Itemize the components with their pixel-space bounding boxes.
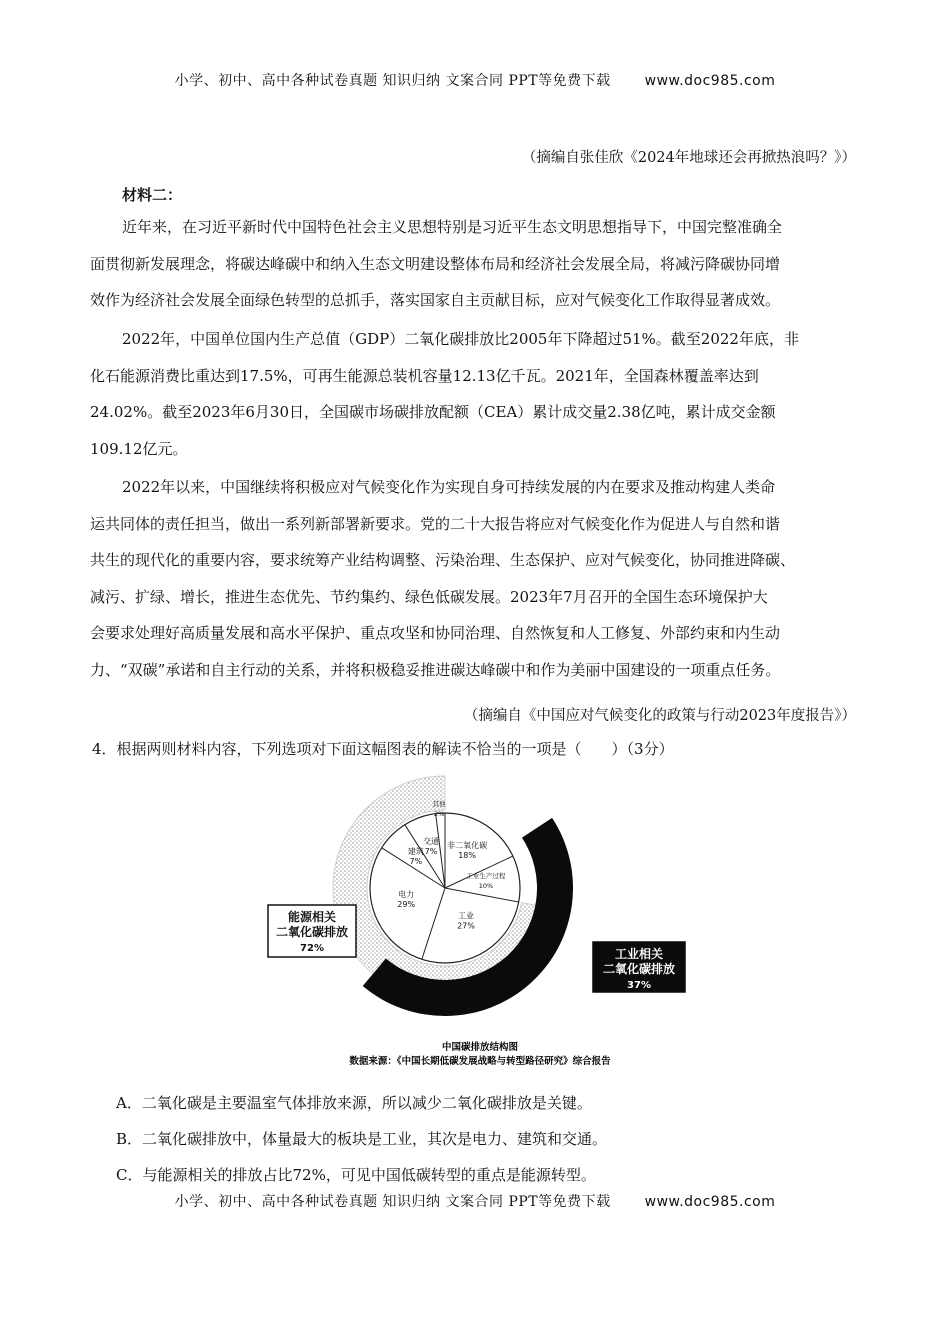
group-label-text: 能源相关 [287,910,337,924]
paragraph-line: 会要求处理好高质量发展和高水平保护、重点攻坚和协同治理、自然恢复和人工修复、外部约束和内生动 [90,624,781,642]
group-label-text: 二氧化碳排放 [602,962,676,976]
material-2-paragraph-2 [90,321,870,467]
header-site-link[interactable]: www.doc985.com [644,73,776,89]
group-label-text: 37% [627,980,651,991]
page-footer [0,1191,950,1211]
paragraph-line: 近年来，在习近平新时代中国特色社会主义思想特别是习近平生态文明思想指导下，中国完整准确全 [122,218,783,236]
carbon-emission-chart [260,770,700,1070]
footer-text: 小学、初中、高中各种试卷真题 知识归纳 文案合同 PPT等免费下载 [174,1194,611,1210]
group-label-text: 工业相关 [614,947,664,961]
material-2-heading: 材料二： [122,186,183,204]
paragraph-line: 109.12亿元。 [90,439,188,458]
pie-slice-label: 工业生产过程 10% [466,871,506,890]
option-label: A． [116,1094,142,1112]
paragraph-line: 24.02%。截至2023年6月30日，全国碳市场碳排放配额（CEA）累计成交量2.38亿吨，累计成交金额 [90,403,776,421]
paragraph-line: 运共同体的责任担当，做出一系列新部署新要求。党的二十大报告将应对气候变化作为促进人与自然和谐 [90,514,781,533]
option-a[interactable] [116,1092,592,1113]
group-label-text: 二氧化碳排放 [275,925,349,939]
option-text: 与能源相关的排放占比72%，可见中国低碳转型的重点是能源转型。 [142,1166,596,1184]
page-header [0,70,950,90]
option-text: 二氧化碳排放中，体量最大的板块是工业，其次是电力、建筑和交通。 [142,1130,608,1148]
paragraph-line: 减污、扩绿、增长，推进生态优先、节约集约、绿色低碳发展。2023年7月召开的全国生态环境保护大 [90,587,768,606]
pie-slice-label: 非二氧化碳 18% [447,841,488,861]
question-4-stem: 4．根据两则材料内容，下列选项对下面这幅图表的解读不恰当的一项是（ ）（3分） [92,740,674,758]
paragraph-line: 化石能源消费比重达到17.5%，可再生能源总装机容量12.13亿千瓦。2021年，全国森林覆盖率达到 [90,366,759,385]
pie-slice-label: 建筑 7% [407,846,424,866]
option-label: C． [116,1166,143,1184]
pie-slice-label: 其他 2% [432,800,446,818]
paragraph-line: 2022年以来，中国继续将积极应对气候变化作为实现自身可持续发展的内在要求及推动构建人类命 [122,478,776,496]
paragraph-line: 效作为经济社会发展全面绿色转型的总抓手，落实国家自主贡献目标，应对气候变化工作取得显著成效。 [90,291,781,309]
paragraph-line: 共生的现代化的重要内容，要求统筹产业结构调整、污染治理、生态保护、应对气候变化，协同推进降碳、 [90,551,796,569]
paragraph-line: 2022年，中国单位国内生产总值（GDP）二氧化碳排放比2005年下降超过51%。截至2022年底，非 [122,330,799,348]
pie-slice-label: 工业 27% [457,911,475,931]
header-text: 小学、初中、高中各种试卷真题 知识归纳 文案合同 PPT等免费下载 [174,73,611,89]
material-2-paragraph-1 [90,209,870,319]
pie-layer [370,813,520,963]
paragraph-line: 力、“双碳”承诺和自主行动的关系，并将积极稳妥推进碳达峰碳中和作为美丽中国建设的一项重点任务。 [90,660,781,679]
option-b[interactable] [116,1128,607,1149]
pie-slice-label: 电力 29% [397,889,416,909]
material-2-paragraph-3 [90,469,870,688]
citation-material-2: （摘编自《中国应对气候变化的政策与行动2023年度报告》） [463,708,856,724]
paragraph-line: 面贯彻新发展理念，将碳达峰碳中和纳入生态文明建设整体布局和经济社会发展全局，将减污降碳协同增 [90,254,781,273]
footer-site-link[interactable]: www.doc985.com [644,1194,776,1210]
chart-title: 中国碳排放结构图 [441,1042,519,1053]
chart-source: 数据来源：《中国长期低碳发展战略与转型路径研究》综合报告 [349,1056,611,1067]
citation-material-1: （摘编自张佳欣《2024年地球还会再掀热浪吗？》） [521,150,856,166]
option-label: B． [116,1130,143,1148]
chart-svg [260,770,700,1070]
option-c[interactable] [116,1164,596,1185]
pie-slice-label: 交通 7% [423,837,440,857]
option-text: 二氧化碳是主要温室气体排放来源，所以减少二氧化碳排放是关键。 [141,1094,592,1112]
group-label-text: 72% [300,943,324,954]
